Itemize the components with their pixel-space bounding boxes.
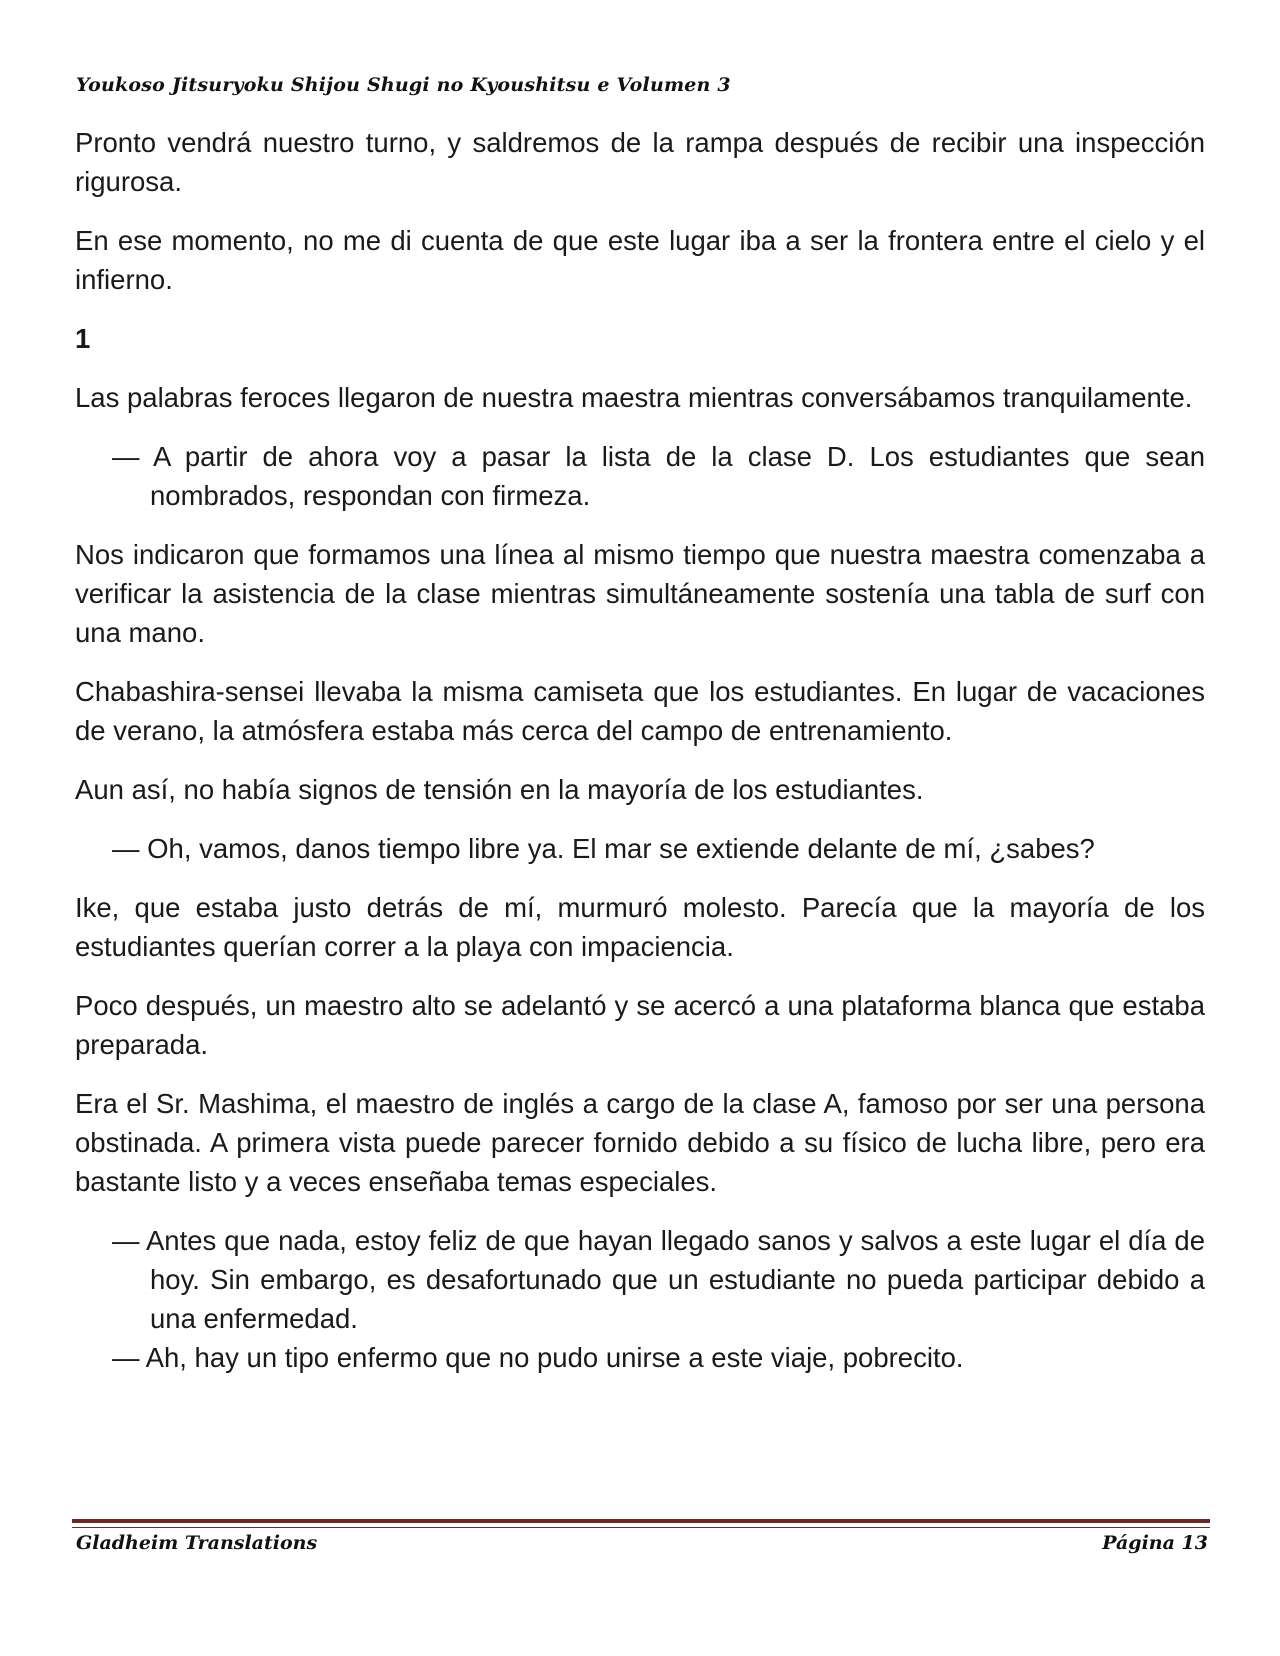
dialogue-line: — Oh, vamos, danos tiempo libre ya. El mar se extiende delante de mí, ¿sabes? [112, 833, 1095, 864]
dialogue-line: — Ah, hay un tipo enfermo que no pudo unirse a este viaje, pobrecito. [112, 1342, 964, 1373]
footer-divider [72, 1519, 1210, 1523]
paragraph: En ese momento, no me di cuenta de que este lugar iba a ser la frontera entre el cielo y el infierno. [75, 225, 1205, 295]
section-number: 1 [75, 323, 91, 354]
paragraph: Aun así, no había signos de tensión en la mayoría de los estudiantes. [75, 774, 924, 805]
paragraph: Era el Sr. Mashima, el maestro de inglés a cargo de la clase A, famoso por ser una persona obstinada. A primera vista puede parecer fornido debido a su físico de lucha libre, pero era bastante listo y a veces enseñaba temas especiales. [75, 1088, 1205, 1197]
running-header: Youkoso Jitsuryoku Shijou Shugi no Kyoushitsu e Volumen 3 [76, 74, 731, 96]
page-body [75, 123, 1205, 1397]
paragraph: Nos indicaron que formamos una línea al mismo tiempo que nuestra maestra comenzaba a verificar la asistencia de la clase mientras simultáneamente sostenía una tabla de surf con una mano. [75, 539, 1205, 648]
paragraph: Ike, que estaba justo detrás de mí, murmuró molesto. Parecía que la mayoría de los estudiantes querían correr a la playa con impaciencia. [75, 892, 1205, 962]
dialogue-line: — A partir de ahora voy a pasar la lista de la clase D. Los estudiantes que sean nombrados, respondan con firmeza. [112, 441, 1205, 511]
page-number: Página 13 [1102, 1532, 1208, 1554]
footer-divider-thin [72, 1527, 1210, 1528]
paragraph: Pronto vendrá nuestro turno, y saldremos de la rampa después de recibir una inspección rigurosa. [75, 127, 1205, 197]
paragraph: Las palabras feroces llegaron de nuestra maestra mientras conversábamos tranquilamente. [75, 382, 1193, 413]
dialogue-line: — Antes que nada, estoy feliz de que hayan llegado sanos y salvos a este lugar el día de hoy. Sin embargo, es desafortunado que un estudiante no pueda participar debido a una enfermedad. [112, 1225, 1205, 1334]
footer-credit: Gladheim Translations [76, 1532, 318, 1554]
paragraph: Poco después, un maestro alto se adelantó y se acercó a una plataforma blanca que estaba preparada. [75, 990, 1205, 1060]
paragraph: Chabashira-sensei llevaba la misma camiseta que los estudiantes. En lugar de vacaciones de verano, la atmósfera estaba más cerca del campo de entrenamiento. [75, 676, 1205, 746]
